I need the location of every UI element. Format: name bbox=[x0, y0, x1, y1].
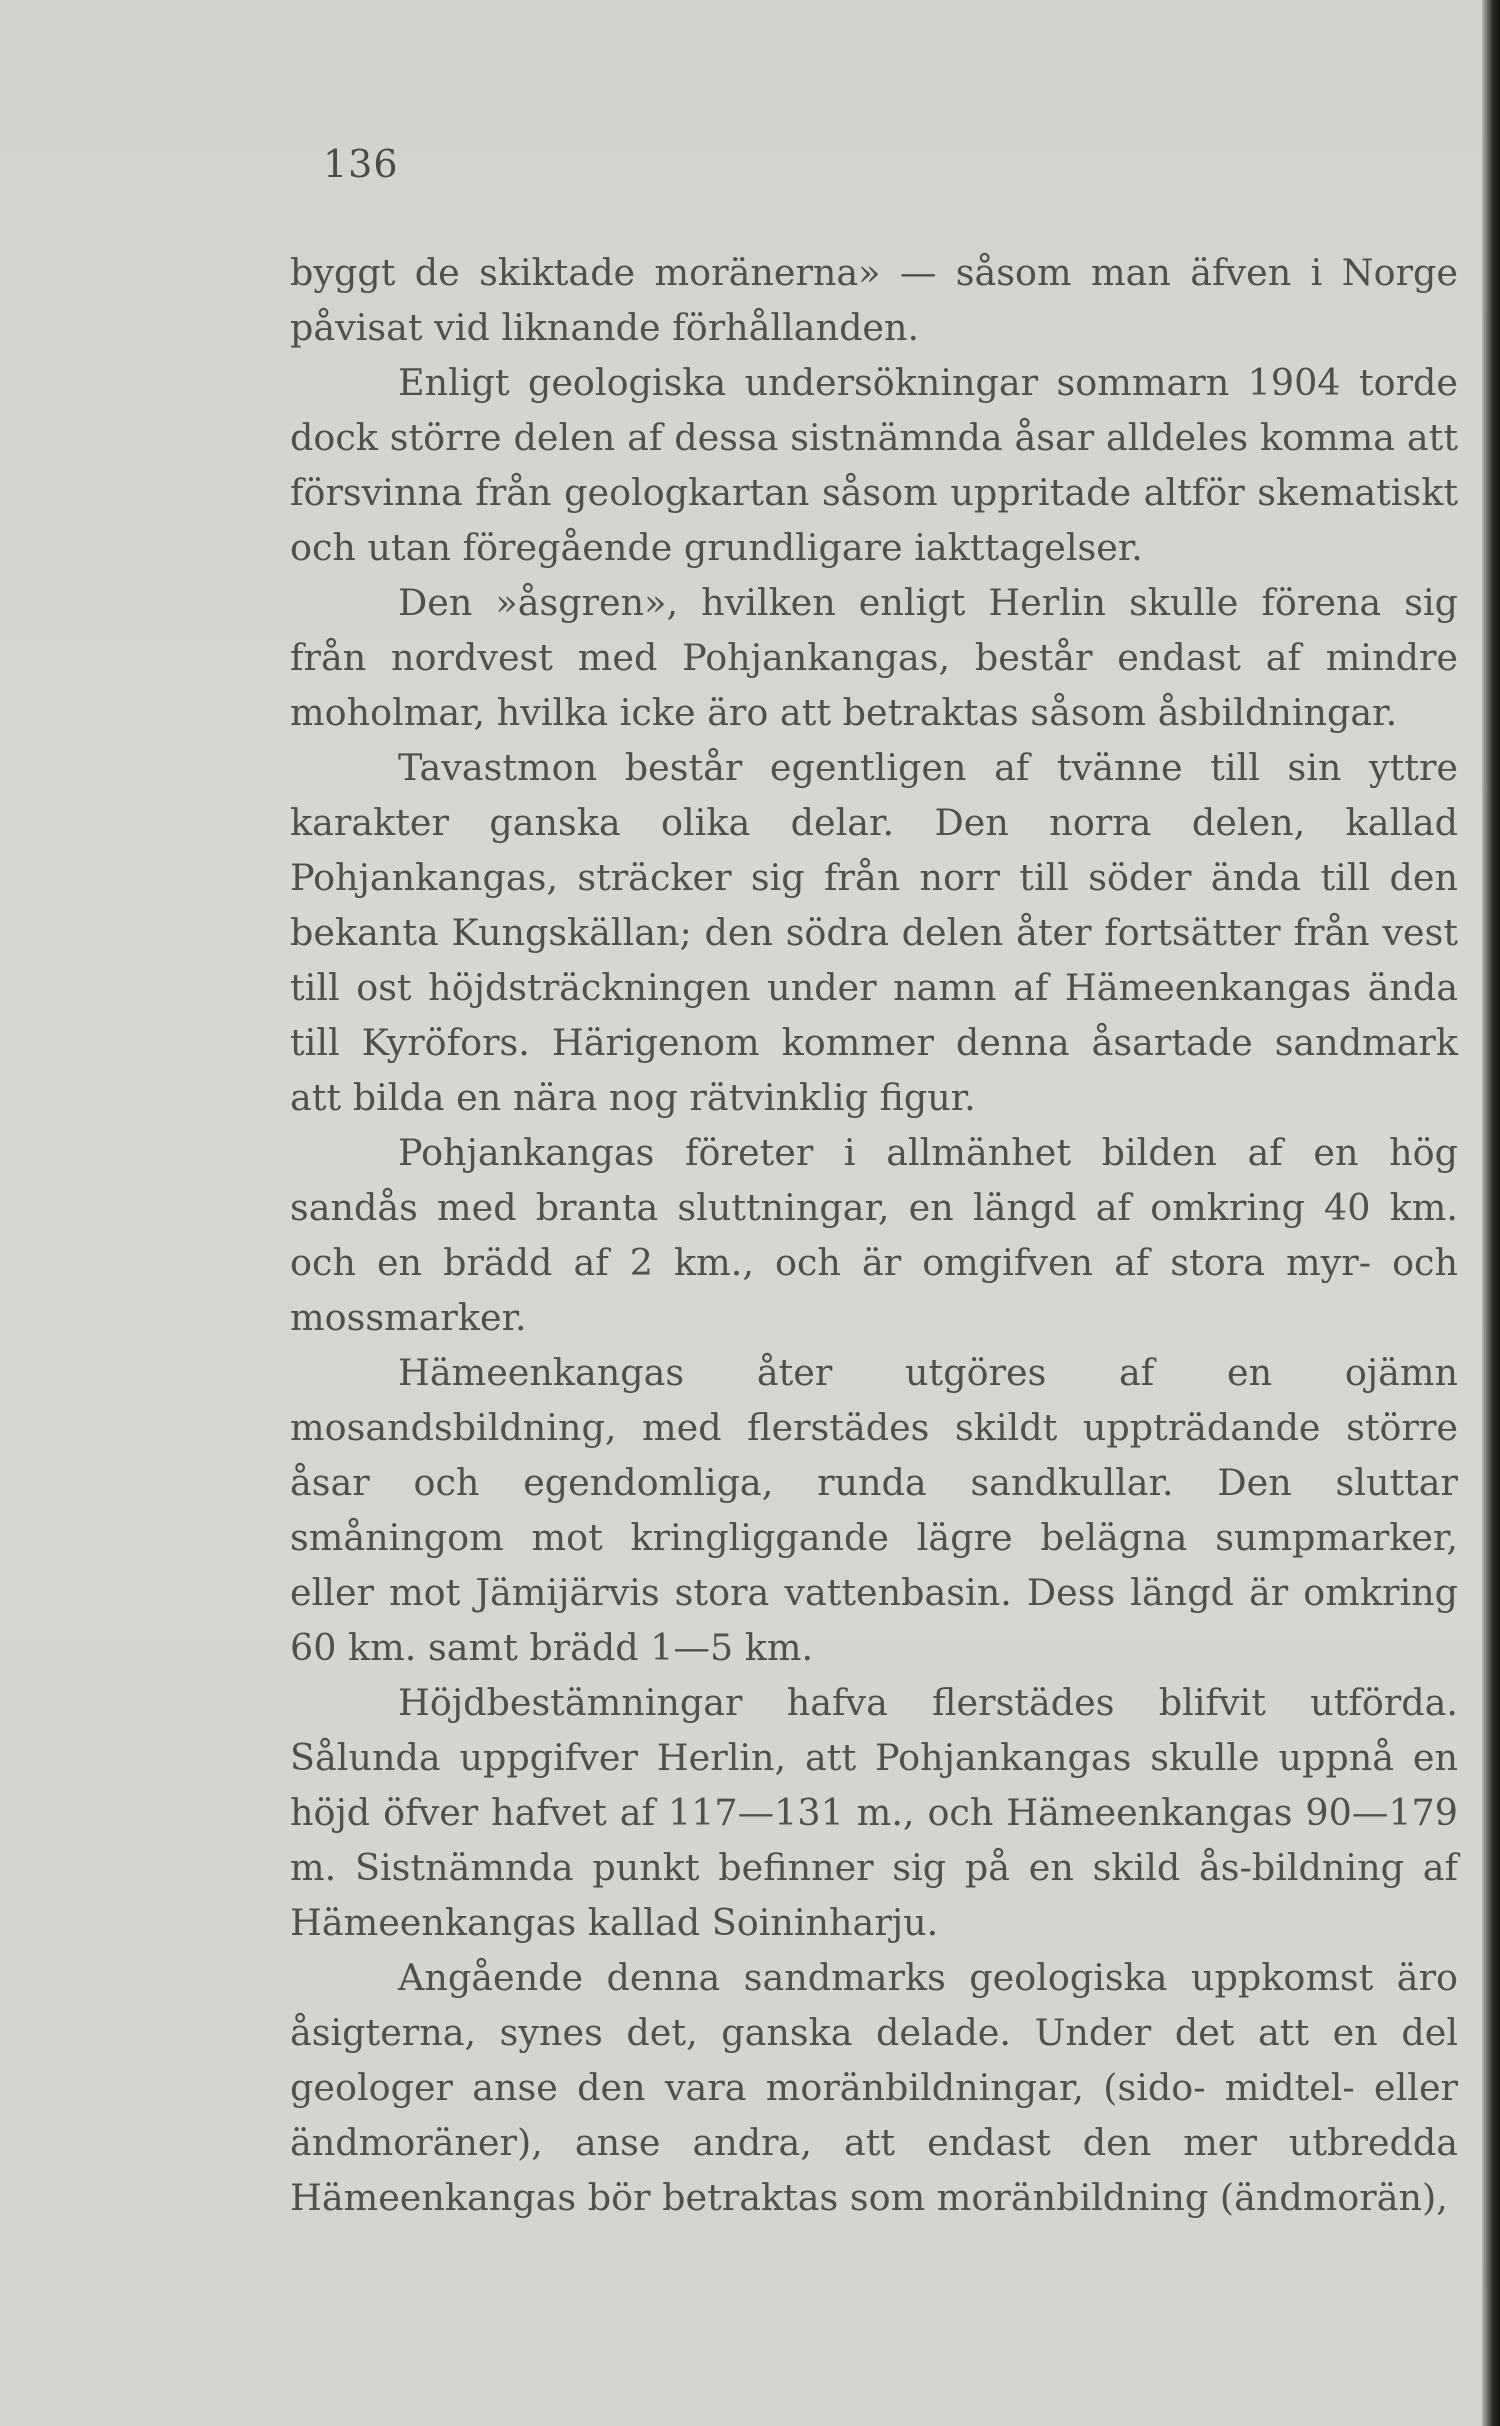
page-number: 136 bbox=[323, 142, 399, 186]
paragraph: Angående denna sandmarks geologiska uppkomst äro åsigterna, synes det, ganska delade. Under det att en del geologer anse den vara moränbildningar, (sido- midtel- eller ändmoräner), anse andra, att endast den mer utbredda Hämeenkangas bör betraktas som moränbildning (ändmorän), bbox=[290, 1956, 1458, 2219]
page-edge-shadow bbox=[1482, 0, 1500, 2426]
body-text bbox=[290, 245, 1458, 2225]
paragraph: Den »åsgren», hvilken enligt Herlin skulle förena sig från nordvest med Pohjankangas, består endast af mindre moholmar, hvilka icke äro att betraktas såsom åsbildningar. bbox=[290, 581, 1458, 734]
paragraph: Pohjankangas företer i allmänhet bilden af en hög sandås med branta sluttningar, en längd af omkring 40 km. och en brädd af 2 km., och är omgifven af stora myr- och mossmarker. bbox=[290, 1131, 1458, 1339]
paragraph: byggt de skiktade moränerna» — såsom man äfven i Norge påvisat vid liknande förhållanden. bbox=[290, 251, 1458, 349]
paragraph: Höjdbestämningar hafva flerstädes blifvit utförda. Sålunda uppgifver Herlin, att Pohjankangas skulle uppnå en höjd öfver hafvet af 117—131 m., och Hämeenkangas 90—179 m. Sistnämnda punkt befinner sig på en skild ås-bildning af Hämeenkangas kallad Soininharju. bbox=[290, 1681, 1458, 1944]
paragraph: Hämeenkangas åter utgöres af en ojämn mosandsbildning, med flerstädes skildt uppträdande större åsar och egendomliga, runda sandkullar. Den sluttar småningom mot kringliggande lägre belägna sumpmarker, eller mot Jämijärvis stora vattenbasin. Dess längd är omkring 60 km. samt brädd 1—5 km. bbox=[290, 1351, 1458, 1669]
paragraph: Enligt geologiska undersökningar sommarn 1904 torde dock större delen af dessa sistnämnda åsar alldeles komma att försvinna från geologkartan såsom uppritade altför skematiskt och utan föregående grundligare iakttagelser. bbox=[290, 361, 1458, 569]
paragraph: Tavastmon består egentligen af tvänne till sin yttre karakter ganska olika delar. Den norra delen, kallad Pohjankangas, sträcker sig från norr till söder ända till den bekanta Kungskällan; den södra delen åter fortsätter från vest till ost höjdsträckningen under namn af Hämeenkangas ända till Kyröfors. Härigenom kommer denna åsartade sandmark att bilda en nära nog rätvinklig figur. bbox=[290, 746, 1458, 1119]
